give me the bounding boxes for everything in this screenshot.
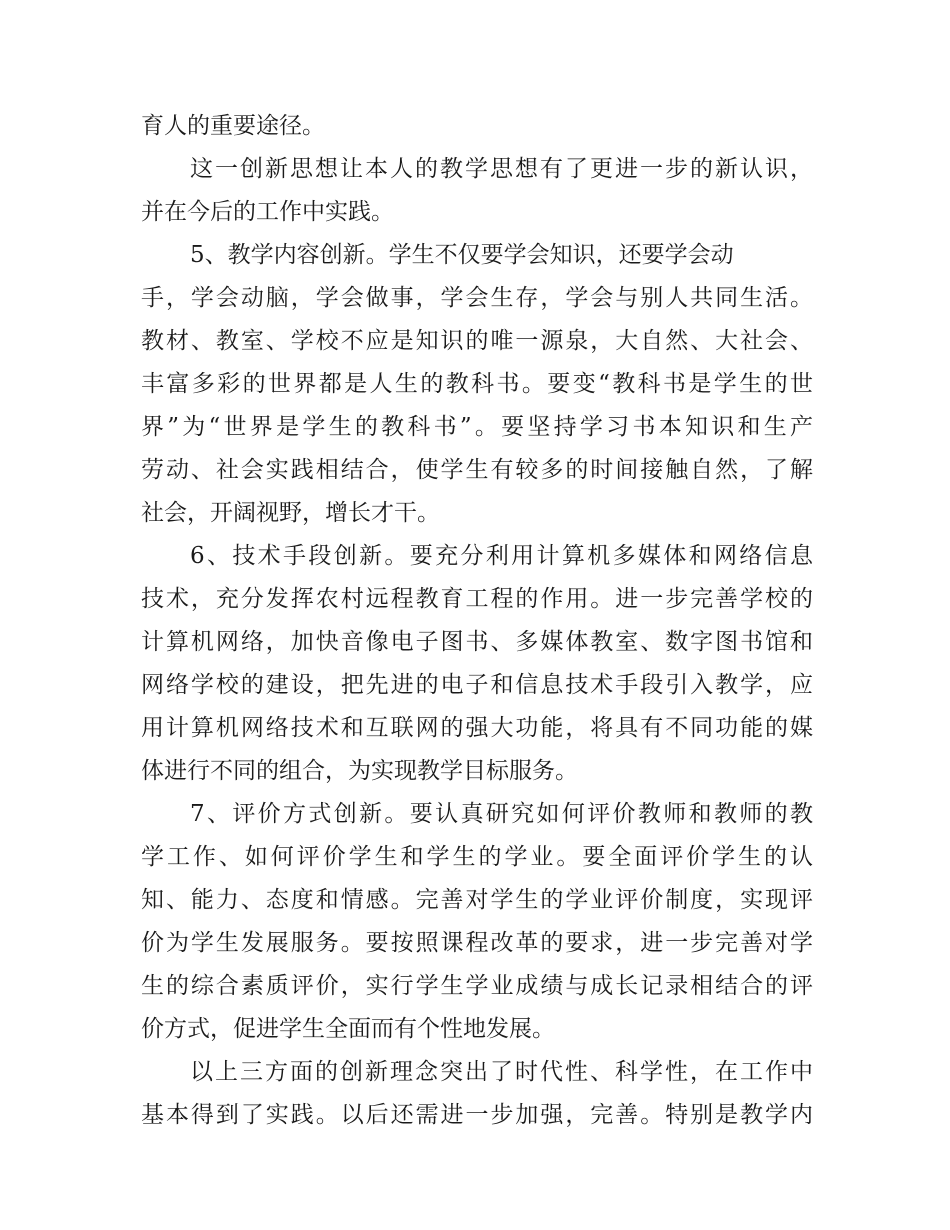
text-line: 6、技术手段创新。要充分利用计算机多媒体和网络信息 xyxy=(190,543,813,569)
text-line: 社会，开阔视野，增长才干。 xyxy=(141,500,440,526)
text-line: 网络学校的建设，把先进的电子和信息技术手段引入教学，应 xyxy=(141,672,813,698)
text-line: 计算机网络，加快音像电子图书、多媒体教室、数字图书馆和 xyxy=(141,629,813,655)
text-line: 界”为“世界是学生的教科书”。要坚持学习书本知识和生产 xyxy=(141,414,813,440)
text-line: 5、教学内容创新。学生不仅要学会知识，还要学会动 xyxy=(190,242,734,268)
text-line: 并在今后的工作中实践。 xyxy=(141,199,394,225)
text-line: 技术，充分发挥农村远程教育工程的作用。进一步完善学校的 xyxy=(141,586,813,612)
text-line: 丰富多彩的世界都是人生的教科书。要变“教科书是学生的世 xyxy=(141,371,813,397)
text-line: 生的综合素质评价，实行学生学业成绩与成长记录相结合的评 xyxy=(141,973,813,999)
document-page xyxy=(141,105,813,1137)
text-line: 这一创新思想让本人的教学思想有了更进一步的新认识， xyxy=(190,156,813,182)
text-line: 用计算机网络技术和互联网的强大功能，将具有不同功能的媒 xyxy=(141,715,813,741)
text-line: 价方式，促进学生全面而有个性地发展。 xyxy=(141,1016,555,1042)
text-line: 劳动、社会实践相结合，使学生有较多的时间接触自然，了解 xyxy=(141,457,813,483)
text-line: 手，学会动脑，学会做事，学会生存，学会与别人共同生活。 xyxy=(141,285,813,311)
text-line: 7、评价方式创新。要认真研究如何评价教师和教师的教 xyxy=(190,801,813,827)
text-line: 价为学生发展服务。要按照课程改革的要求，进一步完善对学 xyxy=(141,930,813,956)
text-line: 知、能力、态度和情感。完善对学生的学业评价制度，实现评 xyxy=(141,887,813,913)
text-line: 基本得到了实践。以后还需进一步加强，完善。特别是教学内 xyxy=(141,1102,813,1128)
text-line: 学工作、如何评价学生和学生的学业。要全面评价学生的认 xyxy=(141,844,813,870)
text-line: 教材、教室、学校不应是知识的唯一源泉，大自然、大社会、 xyxy=(141,328,813,354)
text-line: 体进行不同的组合，为实现教学目标服务。 xyxy=(141,758,578,784)
text-line: 育人的重要途径。 xyxy=(141,113,325,139)
text-line: 以上三方面的创新理念突出了时代性、科学性，在工作中 xyxy=(190,1059,813,1085)
